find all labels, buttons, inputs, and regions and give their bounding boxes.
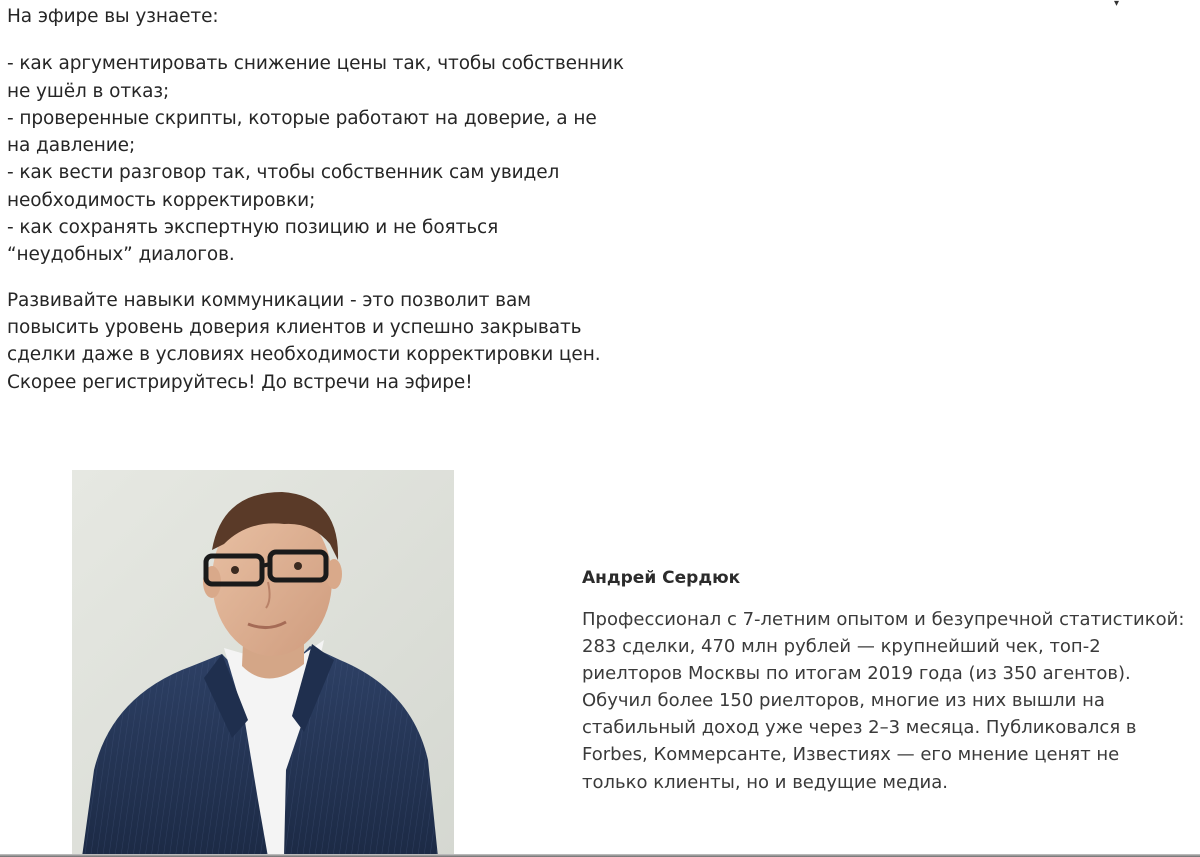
bio-line: 283 сделки, 470 млн рублей — крупнейший чек, топ-2 [582,636,1101,658]
topic-line: - как вести разговор так, чтобы собственник сам увидел [7,162,560,184]
bio-line: стабильный доход уже через 2–3 месяца. Публиковался в [582,717,1137,739]
corner-mark-icon: ▾ [1114,0,1120,9]
topic-line: необходимость корректировки; [7,189,316,211]
webinar-intro [7,3,647,396]
speaker-description [582,606,1200,796]
bio-line: только клиенты, но и ведущие медиа. [582,771,948,793]
topic-line: - как аргументировать снижение цены так, чтобы собственник [7,53,624,75]
topics-list [7,50,647,268]
closing-line: сделки даже в условиях необходимости корректировки цен. [7,344,601,366]
topic-line: - как сохранять экспертную позицию и не бояться [7,217,499,239]
bio-line: Обучил более 150 риелторов, многие из них вышли на [582,690,1105,712]
speaker-bio [582,566,1200,796]
speaker-photo [72,470,454,857]
bio-line: Профессионал с 7-летним опытом и безупречной статистикой: [582,609,1185,630]
closing-line: повысить уровень доверия клиентов и успешно закрывать [7,316,582,338]
closing-line: Скорее регистрируйтесь! До встречи на эфире! [7,371,473,393]
closing-paragraph [7,287,647,396]
closing-line: Развивайте навыки коммуникации - это позволит вам [7,289,532,311]
topic-line: “неудобных” диалогов. [7,244,235,266]
topic-line: на давление; [7,135,136,157]
bio-line: Forbes, Коммерсанте, Известиях — его мнение ценят не [582,744,1120,766]
bio-line: риелторов Москвы по итогам 2019 года (из 350 агентов). [582,663,1131,685]
topic-line: - проверенные скрипты, которые работают на доверие, а не [7,107,597,129]
intro-lead: На эфире вы узнаете: [7,6,219,27]
person-portrait-photo-icon [72,470,454,857]
topic-line: не ушёл в отказ; [7,80,170,102]
speaker-name: Андрей Сердюк [582,568,741,588]
